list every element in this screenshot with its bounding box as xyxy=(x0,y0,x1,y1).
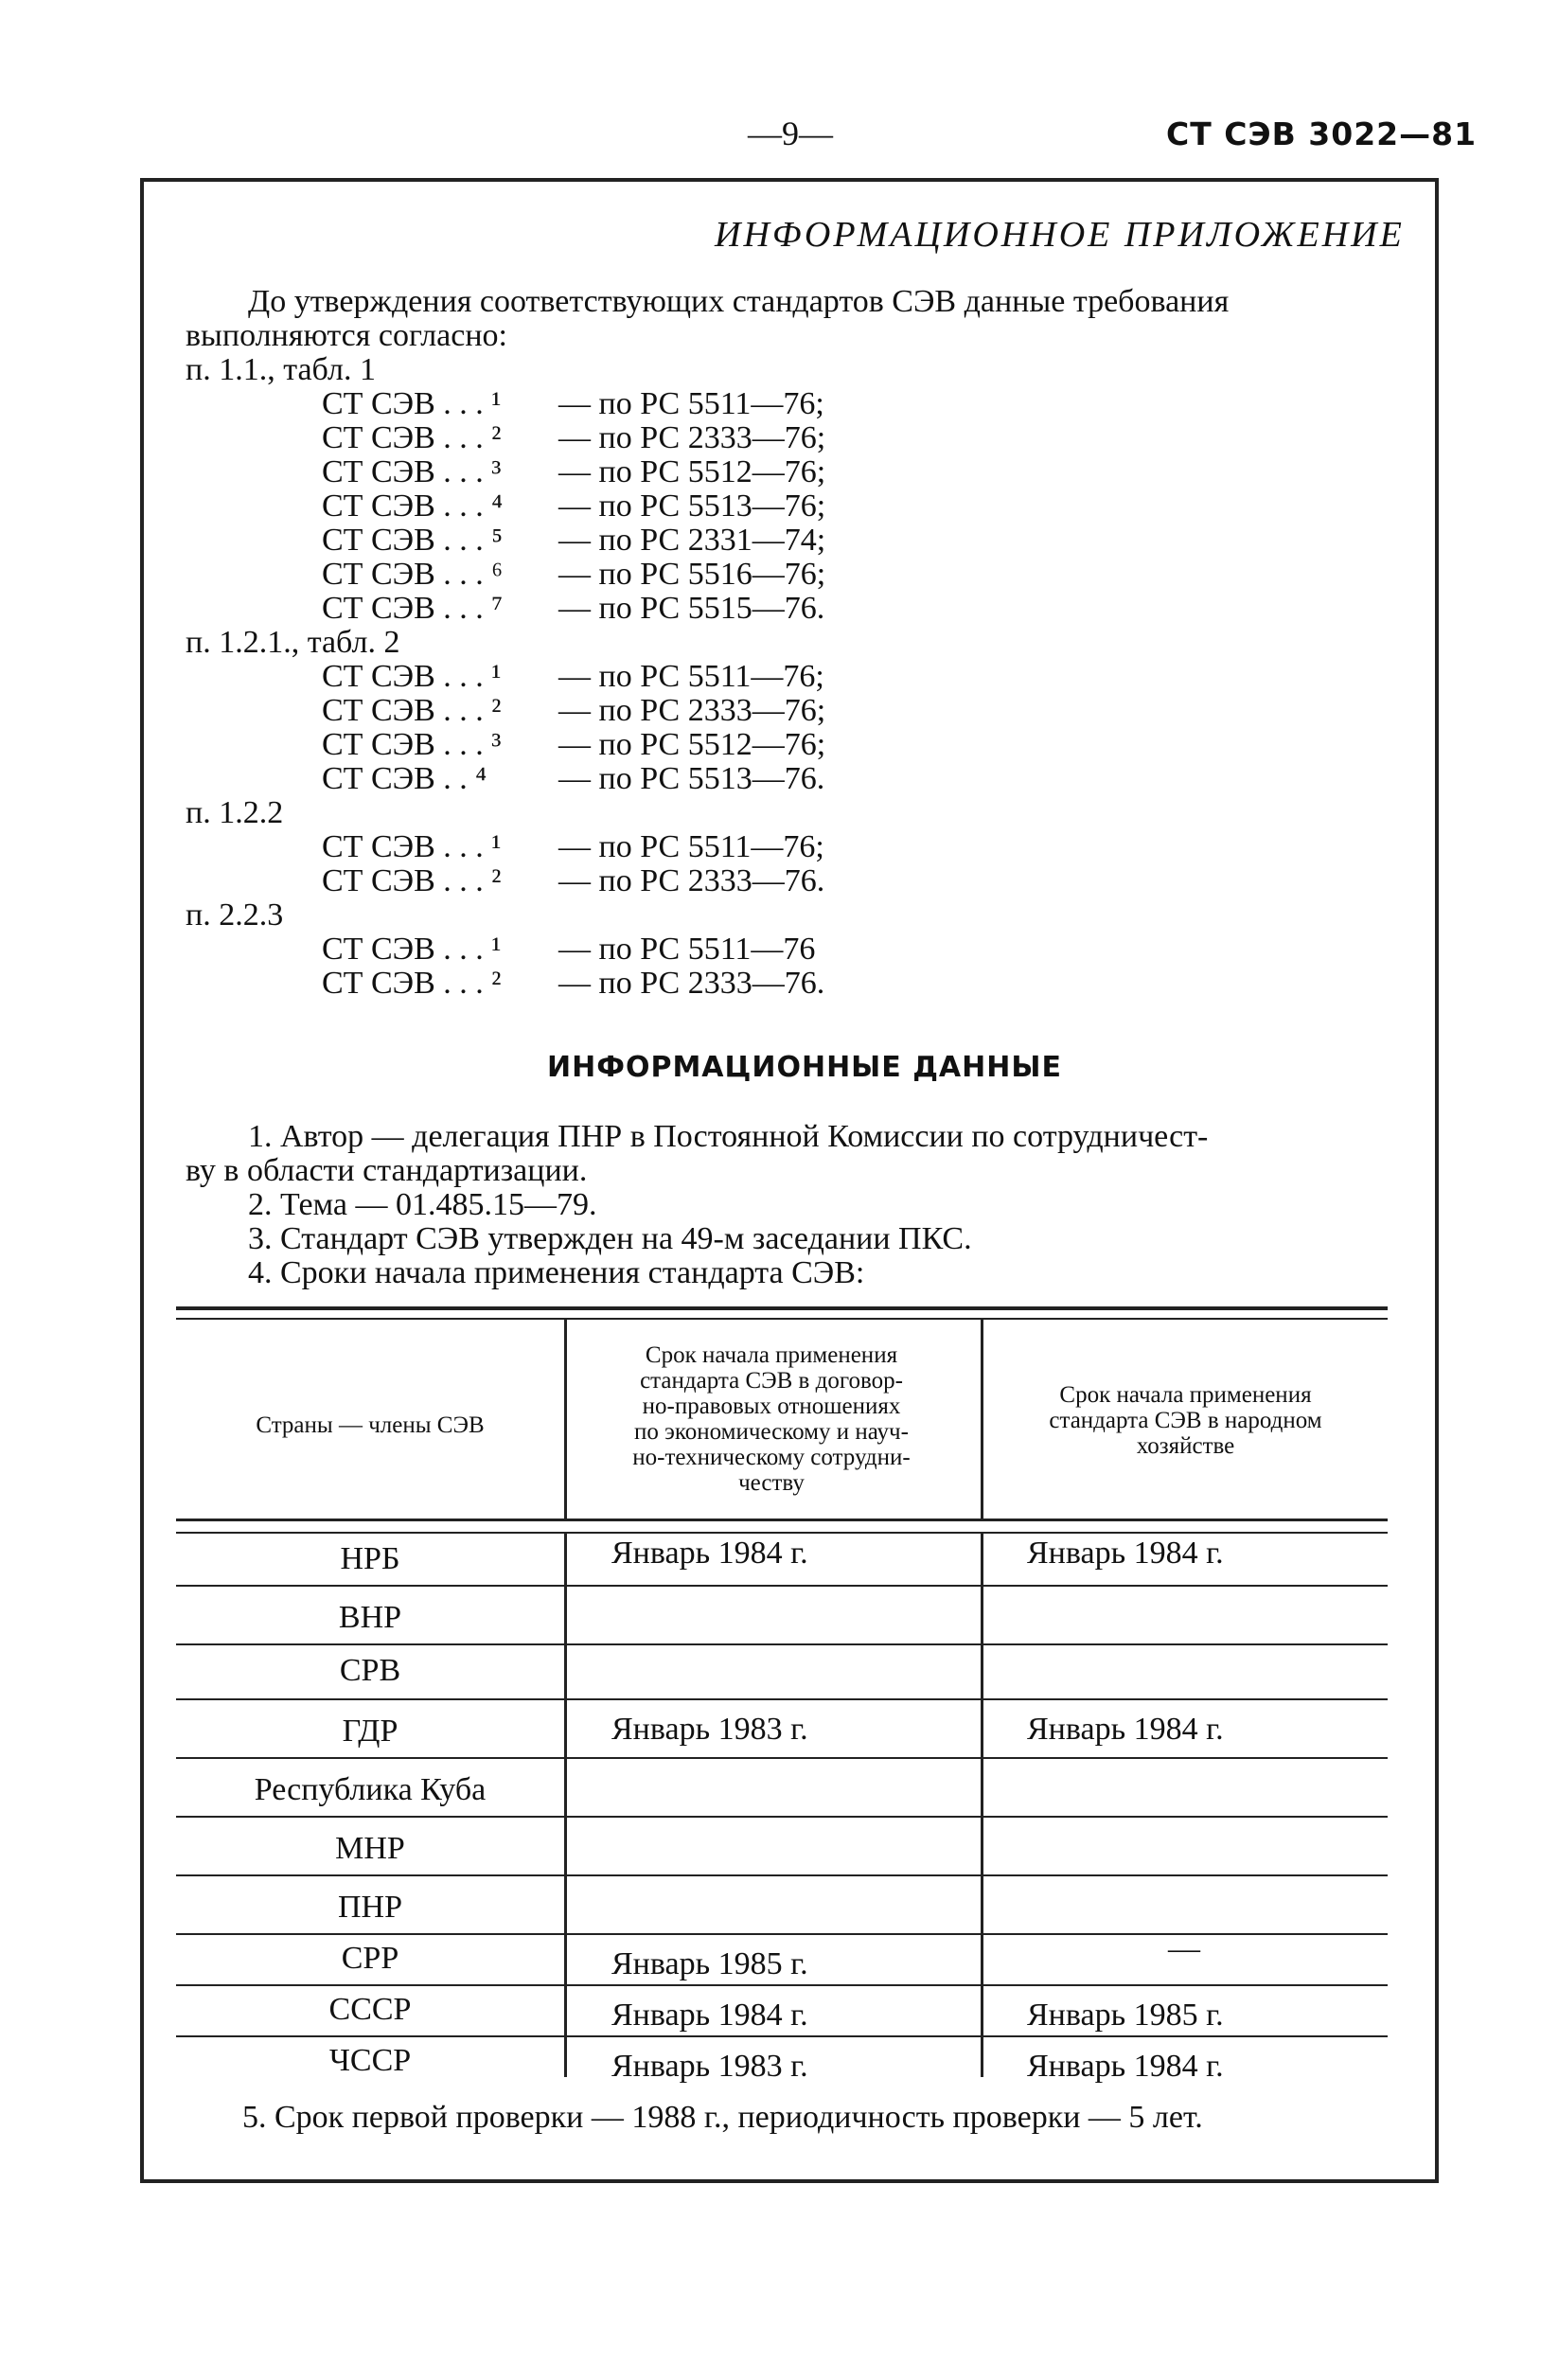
info-item-1-line1: 1. Автор — делегация ПНР в Постоянной Комиссии по сотрудничест- xyxy=(248,1119,1209,1154)
header-line: Срок начала применения xyxy=(645,1342,898,1368)
country-cell: ГДР xyxy=(342,1714,398,1749)
country-cell: НРБ xyxy=(340,1541,400,1576)
appendix-title: ИНФОРМАЦИОННОЕ ПРИЛОЖЕНИЕ xyxy=(715,215,1405,255)
std-ref: СТ СЭВ . . . ² xyxy=(322,693,502,728)
info-item-2: 2. Тема — 01.485.15—79. xyxy=(248,1187,597,1222)
national-date-cell: Январь 1985 г. xyxy=(1027,1998,1224,2033)
std-ref: СТ СЭВ . . ⁴ xyxy=(322,761,487,796)
std-ref: СТ СЭВ . . . ¹ xyxy=(322,386,502,421)
header-line: но-правовых отношениях xyxy=(642,1394,901,1419)
rs-ref: — по РС 5511—76; xyxy=(558,829,824,864)
national-date-cell: Январь 1984 г. xyxy=(1027,1536,1224,1571)
contract-date-cell: Январь 1983 г. xyxy=(611,2049,808,2084)
country-cell: ВНР xyxy=(338,1600,402,1635)
header-line: Срок начала применения xyxy=(1059,1382,1312,1408)
std-ref: СТ СЭВ . . . ³ xyxy=(322,727,502,762)
national-date-cell: Январь 1984 г. xyxy=(1027,2049,1224,2084)
group-label: п. 1.2.2 xyxy=(186,795,284,830)
rs-ref: — по РС 5511—76 xyxy=(558,932,816,967)
row-rule xyxy=(176,2035,1388,2037)
header-line: но-техническому сотрудни- xyxy=(632,1445,911,1470)
rs-ref: — по РС 5511—76; xyxy=(558,386,824,421)
country-cell: ПНР xyxy=(337,1890,403,1925)
country-cell: Республика Куба xyxy=(254,1772,487,1807)
table-header-national xyxy=(984,1382,1387,1459)
row-rule xyxy=(176,1532,1388,1534)
row-rule xyxy=(176,1984,1388,1986)
std-ref: СТ СЭВ . . . ⁶ xyxy=(322,557,504,592)
rs-ref: — по РС 2333—76. xyxy=(558,966,825,1001)
country-cell: СССР xyxy=(328,1992,412,2027)
std-ref: СТ СЭВ . . . ⁵ xyxy=(322,523,504,558)
row-rule xyxy=(176,1816,1388,1818)
column-divider xyxy=(564,1532,567,2077)
std-ref: СТ СЭВ . . . ² xyxy=(322,420,502,455)
rs-ref: — по РС 5516—76; xyxy=(558,557,826,592)
row-rule xyxy=(176,1874,1388,1876)
rs-ref: — по РС 5512—76; xyxy=(558,454,826,489)
info-item-5: 5. Срок первой проверки — 1988 г., периодичность проверки — 5 лет. xyxy=(242,2100,1203,2135)
country-cell: СРВ xyxy=(339,1653,401,1688)
info-title: ИНФОРМАЦИОННЫЕ ДАННЫЕ xyxy=(547,1051,1062,1084)
rs-ref: — по РС 5513—76. xyxy=(558,761,825,796)
column-divider xyxy=(981,1532,983,2077)
contract-date-cell: Январь 1983 г. xyxy=(611,1712,808,1747)
contract-date-cell: Январь 1984 г. xyxy=(611,1998,808,2033)
rs-ref: — по РС 2331—74; xyxy=(558,523,826,558)
header-line: по экономическому и науч- xyxy=(634,1419,909,1445)
table-header-contract xyxy=(568,1342,975,1496)
group-label: п. 1.2.1., табл. 2 xyxy=(186,625,400,660)
table-header-countries: Страны — члены СЭВ xyxy=(256,1412,485,1438)
row-rule xyxy=(176,1698,1388,1700)
national-date-cell: Январь 1984 г. xyxy=(1027,1712,1224,1747)
std-ref: СТ СЭВ . . . ² xyxy=(322,966,502,1001)
rs-ref: — по РС 2333—76; xyxy=(558,420,826,455)
row-rule xyxy=(176,1585,1388,1587)
info-item-3: 3. Стандарт СЭВ утвержден на 49-м заседании ПКС. xyxy=(248,1221,972,1256)
group-label: п. 1.1., табл. 1 xyxy=(186,352,376,387)
national-date-cell: — xyxy=(1168,1931,1200,1966)
std-ref: СТ СЭВ . . . ² xyxy=(322,863,502,898)
row-rule xyxy=(176,1643,1388,1645)
header-divider xyxy=(564,1320,567,1519)
header-bottom-rule xyxy=(176,1519,1388,1521)
rs-ref: — по РС 5515—76. xyxy=(558,591,825,626)
row-rule xyxy=(176,1757,1388,1759)
std-ref: СТ СЭВ . . . ⁷ xyxy=(322,591,504,626)
table-top-rule-thin xyxy=(176,1318,1388,1320)
contract-date-cell: Январь 1985 г. xyxy=(611,1946,808,1981)
rs-ref: — по РС 5512—76; xyxy=(558,727,826,762)
table-top-rule xyxy=(176,1306,1388,1310)
document-code: СТ СЭВ 3022—81 xyxy=(1166,115,1478,152)
rs-ref: — по РС 5513—76; xyxy=(558,488,826,524)
header-line: хозяйстве xyxy=(1136,1433,1235,1459)
appendix-intro-line1: До утверждения соответствующих стандартов СЭВ данные требования xyxy=(248,284,1230,319)
header-line: честву xyxy=(738,1470,805,1496)
header-line: стандарта СЭВ в договор- xyxy=(640,1368,903,1394)
header-line: стандарта СЭВ в народном xyxy=(1049,1408,1322,1433)
std-ref: СТ СЭВ . . . ⁴ xyxy=(322,488,504,524)
std-ref: СТ СЭВ . . . ¹ xyxy=(322,932,502,967)
std-ref: СТ СЭВ . . . ¹ xyxy=(322,829,502,864)
country-cell: СРР xyxy=(341,1941,399,1976)
contract-date-cell: Январь 1984 г. xyxy=(611,1536,808,1571)
header-divider xyxy=(981,1320,983,1519)
group-label: п. 2.2.3 xyxy=(186,897,284,932)
rs-ref: — по РС 2333—76; xyxy=(558,693,826,728)
rs-ref: — по РС 5511—76; xyxy=(558,659,824,694)
country-cell: ЧССР xyxy=(328,2043,412,2078)
std-ref: СТ СЭВ . . . ¹ xyxy=(322,659,502,694)
info-item-1-line2: ву в области стандартизации. xyxy=(186,1153,588,1188)
appendix-intro-line2: выполняются согласно: xyxy=(186,318,507,353)
rs-ref: — по РС 2333—76. xyxy=(558,863,825,898)
info-item-4: 4. Сроки начала применения стандарта СЭВ: xyxy=(248,1255,865,1290)
country-cell: МНР xyxy=(335,1831,405,1866)
std-ref: СТ СЭВ . . . ³ xyxy=(322,454,502,489)
page-number: —9— xyxy=(748,115,833,152)
